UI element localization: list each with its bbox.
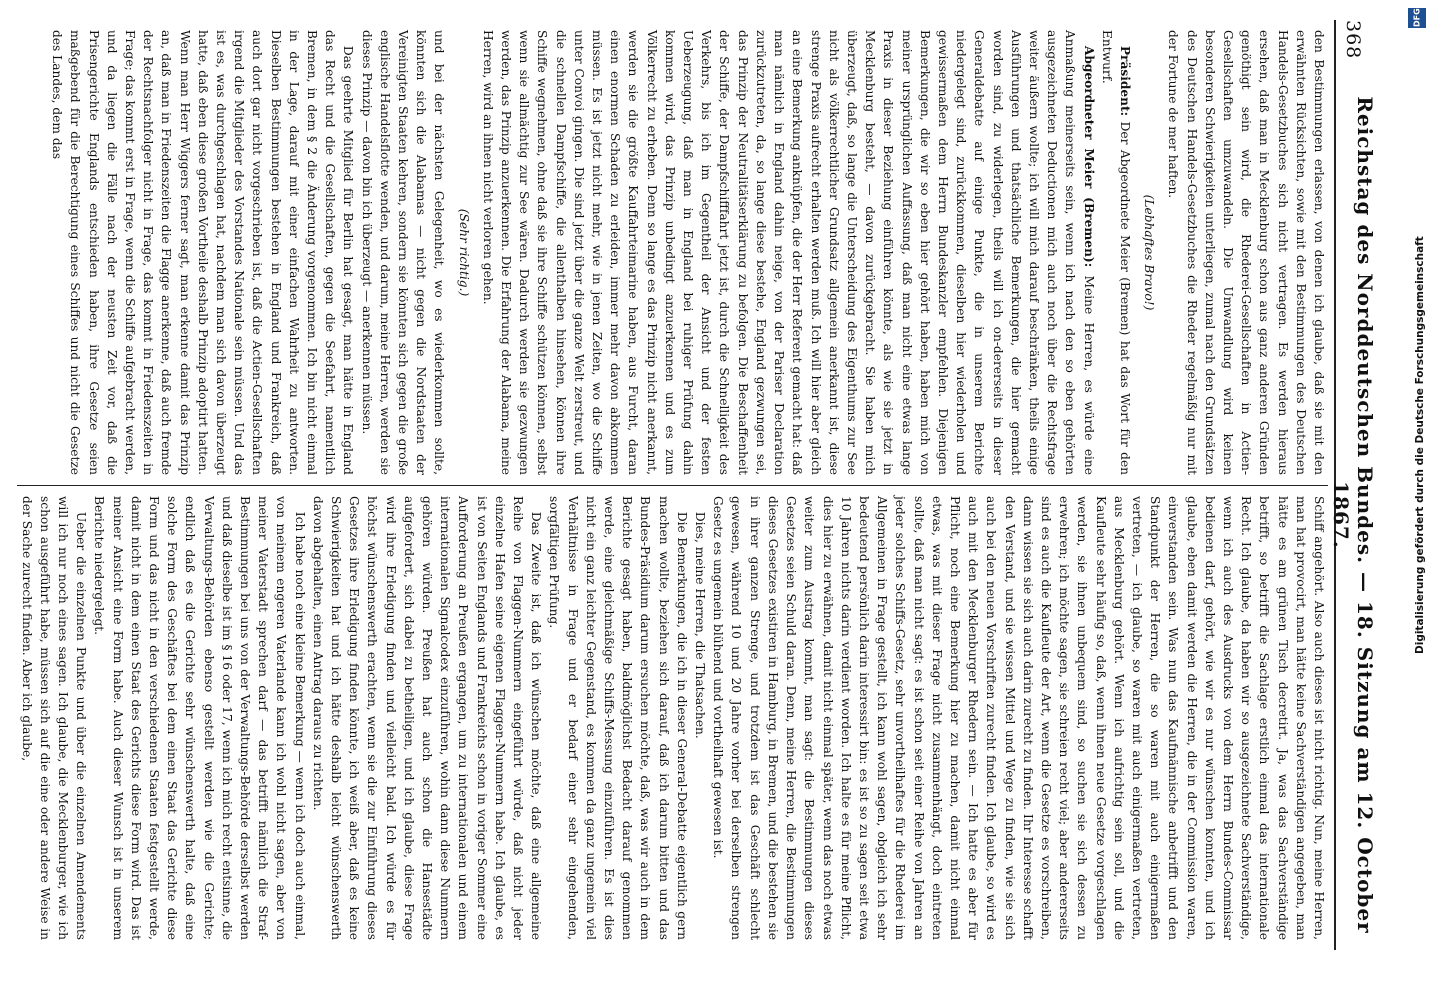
text-columns: [19, 20, 1328, 950]
page-header: [1329, 20, 1377, 950]
dfg-logo: DFG: [1408, 8, 1426, 28]
paragraph: [1098, 30, 1134, 475]
right-column: [17, 485, 1328, 950]
scanned-page: [19, 20, 1377, 950]
speaker-label: Präsident:: [1117, 45, 1132, 117]
paragraph: Ueber die einzelnen Punkte und über die einzelnen Amendements will ich nur noch eines sagen. Ich glaube, die Mecklenburger, wie ich schon ausgeführt habe, müssen sich auf die eine oder andere Weise in der Sache zurecht finden. Aber ich glaube,: [19, 496, 89, 940]
paragraph: und bei der nächsten Gelegenheit, wo es wiederkommen sollte, könnten sich die Alabamas — nicht gegen die Nordstaaten der Vereinigten Staaten kehren, sondern sie könnten sich gegen die große englische Handelsflotte wenden, und darum, meine Herren, werden sie dieses Prinzip — davon bin ich überzeugt — anerkennen müssen.: [359, 30, 447, 475]
paragraph: Das Zweite ist, daß ich wünschen möchte, daß eine allgemeine Reihe von Flaggen-Nummern eingeführt würde, daß nicht jeder einzelne Hafen seine eigenen Flaggen-Nummern habe. Ich glaube, es ist von Seiten Englands und Frankreichs schon in voriger Sommer eine Aufforderung an Preußen ergangen, um zu internationalen und einem internationalen Signalcodex einzuführen, wohin dann diese Nummern gehören würden. Preußen hat auch schon die Hansestädte aufgefordert, sich dabei zu betheiligen, und ich glaube, diese Frage wird ihre Erledigung finden und vielleicht bald. Ich würde es für höchst wünschenswerth erachten, wenn sie die zur Einführung dieses Gesetzes ihre Erledigung finden könnte, ich weiß aber, daß es keine Schwierigkeiten hat und ich hätte deshalb leicht wünschenswerth davon abgehalten, einen Antrag daraus zu richten.: [310, 496, 544, 940]
paragraph-text: Der Abgeordnete Meier (Bremen) hat das Wort für den Entwurf.: [1099, 30, 1132, 476]
paragraph: den Bestimmungen erlassen, von denen ich glaube, daß sie mit den erwähnten Rücksichten, sowie mit den Bestimmungen des Deutschen Handels-Gesetzbuches sich nicht vertragen. Es werden hieraus ersehen, daß man in Mecklenburg schon aus ganz anderen Gründen genöthigt sein wird, die Rhederei-Gesellschaften in Actien-Gesellschaften umzuwandeln. Die Umwandlung wird keinen besonderen Schwierigkeiten unterliegen, zumal nach den Grundsätzen des Deutschen Handels-Gesetzbuches die Rheder regelmäßig nur mit der Fortune de mer haften.: [1166, 30, 1326, 475]
digitization-credit: Digitalisierung gefördert durch die Deutsche Forschungsgemeinschaft: [1414, 236, 1426, 654]
paragraph: Das geehrte Mitglied für Berlin hat gesagt, man hätte in England das Recht und die Gesellschaften, gegen die Seefahrt, namentlich Bremen, in dem § 2 die Änderung vorgenommen. Ich bin nicht einmal in der Lage, darauf mit einer einfachen Wahrheit zu antworten. Dieselben Bestimmungen bestehen in England und Frankreich, daß auch dort gar nicht vorgeschrieben ist, daß die Actien-Gesellschaften irgend die Mitglieder des Vorstandes Nationale sein müssen. Und das ist es, was durchgeschlagen hat, nachdem man sich davon überzeugt hatte, daß eben diese großen Vortheile deshalb Prinzip adoptirt hatten. Wenn man Herr Wiggers ferner sagt, man erkenne damit das Prinzip an, daß man in Friedenszeiten die Flagge anerkenne, daß auch fremde der Rechtsnachfolger nicht in Frage, das kommt in Friedenszeiten in Frage; das kommt erst in Frage, wenn die Schiffe aufgebracht werden, und da liegen die Fälle nach der neusten Zeit vor, daß die Prisengerichte Englands entschieden haben, ihre Gesetze seien maßgebend für die Berechtigung eines Schiffes und nicht die Gesetze des Landes, dem das: [50, 30, 356, 475]
paragraph: Ich habe noch eine kleine Bemerkung — wenn ich doch auch einmal, von meinem engeren Vaterlande kann ich wohl nicht sagen, aber von meiner Vaterstadt sprechen darf — das betrifft nämlich die Straf-Bestimmungen bei uns von der Verwaltungs-Behörde derselbst werden und daß dieselbe ist im § 16 oder 17, wenn ich mich recht entsinne, die Verwaltungs-Behörden ebenso gestellt werden wie die Gerichte; endlich daß es die Gerichte sehr wünschenswerth halte, daß eine solche Form des Geschäftes bei dem einen Staat das Gerichte diese Form und das nicht in den verschiedenen Staaten festgestellt werde, damit nicht in dem einen Staat des Gerichts diese Form wird. Das ist meiner Ansicht eine Form habe. Auch dieser Wunsch ist in unserem Berichte niedergelegt.: [92, 496, 307, 940]
paragraph-text: Meine Herren, es würde eine Anmaßung meinerseits sein, wenn ich nach den so eben gehörten ausgezeichneten Deductionen mich auch noch über die Rechtsfrage weiter äußern wollte; ich will mich darauf beschränken, theils einige Ausführungen und thatsächliche Bemerkungen, die hier gemacht worden sind, zu widerlegen, theils will ich on-dererseits in dieser Generaldebatte auf einige Punkte, die in unserem Berichte niedergelegt sind, zurückkommen, dieselben hier wiederholen und gewissermaßen dem Herrn Bundeskanzler empfehlen. Diejenigen Bemerkungen, die wir so eben hier gehört haben, haben mich von meiner ursprünglichen Auffassung, daß man nicht eine etwas lange Praxis in dieser Beziehung einführen könnte, als wie sie jetzt in Mecklenburg besteht, — davon zurückgebracht. Sie haben mich überzeugt, daß, so lange die Unterscheidung des Eigenthums zur See nicht als völkerrechtlicher Grundsatz allgemein anerkannt ist, diese strenge Praxis aufrecht erhalten werden muß. Ich will hier aber gleich an eine Bemerkung anknüpfen, die der Herr Referent gemacht hat: daß man nämlich in England dahin neige, von der Pariser Declaration zurückzutreten, da, so lange diese bestehe, England gezwungen sei, das Prinzip der Neutralitätserklärung zu befolgen. Die Beschaffenheit der Schiffe, der Dampfschifffahrt jetzt ist, durch die Schnelligkeit des Verkehrs, bis ich im Gegentheil der Ansicht und der festen Ueberzeugung, daß man in England bei ruhiger Prüfung dahin kommen wird, das Prinzip unbedingt anzuerkennen und es zum Völkerrecht zu erheben. Denn so lange es das Prinzip nicht anerkannt, werden sie die größte Kauffahrteimarine haben, aus Furcht, daran einen enormen Schaden zu erleiden, immer mehr davon abkommen müssen. Es ist jetzt nicht mehr, wie in jenen Zeiten, wo die Schiffe unter Convoi gingen. Die sind jetzt über die ganze Welt zerstreut, und die schnellen Dampfschiffe, die allenthalben hinsehen, können ihre Schiffe wegnehmen, ohne daß sie ihre Schiffe schützen können, selbst wenn sie allmächtig zur See wären. Dadurch werden sie gezwungen werden, das Prinzip anzuerkennen. Die Erfahrung der Alabama, meine Herren, wird an ihnen nicht verloren gehen.: [480, 30, 1096, 476]
interjection: (Lebhaftes Bravo!): [1142, 194, 1157, 311]
paragraph: Dies, meine Herren, die Thatsachen.: [693, 511, 708, 739]
interjection: (Sehr richtig.): [456, 208, 471, 297]
paragraph: Die Bemerkungen, die ich in dieser General-Debatte eigentlich gern machen wollte, beziehen sich darauf, daß ich darum bitten und das Bundes-Präsidium darum ersuchen möchte, daß, was wir auch in dem Berichte gesagt haben, baldmöglichst Bedacht darauf genommen werde, eine gleichmäßige Schiffs-Messung einzuführen. Es ist dies nicht ein ganz leichter Gegenstand, es kommen da ganz ungemein viel Verhältnisse in Frage und er bedarf einer sehr eingehenden, sorgfältigen Prüfung.: [547, 496, 689, 940]
paragraph: [479, 30, 1098, 475]
running-title: Reichstag des Norddeutschen Bundes. — 18. Sitzung am 12. October 1867.: [1329, 96, 1377, 934]
page-number: 368: [1342, 20, 1364, 60]
paragraph: Schiff angehört. Also auch dieses ist nicht richtig. Nun, meine Herren, man hat provocirt, man hätte keine Sachverständigen angegeben, man hätte es am grünen Tisch decretirt. Ja, was das Sachverständige betrifft, so betrifft die Sachlage erstlich einmal das internationale Recht. Ich glaube, da haben wir so ausgezeichnete Sachverständige, wenn ich auch des Ausdrucks von dem Herrn Bundes-Commissar bedienen darf, gehört, wie wir es nur wünschen konnten, und ich glaube, eben damit werden die Herren, die in der Commission waren, einverstanden sein. Was nun das Kaufmännische anbetrifft und den Standpunkt der Herren, die so waren mit auch einigermaßen vertreten, — ich glaube, so waren mit auch einigermaßen vertreten, aus Mecklenburg gehört. Wenn ich aufrichtig sein soll, und die Kaufleute sehr häufig so, daß, wenn ihnen neue Gesetze vorgeschlagen werden, sie ihnen unbequem sind, so suchen sie sich dessen zu erwehren; ich möchte sagen, sie schreien recht viel; aber andererseits sind es auch die Kaufleute der Art, wenn die Gesetze es vorschreiben, dann wissen sie sich auch darin zurecht zu finden. Ihr Interesse schafft den Verstand, und sie wissen Mittel und Wege zu finden, wie sie sich auch bei den neuen Vorschriften zurecht finden. Ich glaube, so wird es auch mit den Mecklenburger Rhedern sein. — Ich hatte es aber für Pflicht, noch eine Bemerkung hier zu machen, damit nicht einmal etwas, was mit dieser Frage nicht zusammenhängt, doch eintreten sollte, daß man nicht sagt: es ist schon seit einer Reihe von Jahren an jeder solches Schiffs-Gesetz, sehr unvortheilhaftes für die Rhederei im Allgemeinen in Frage gestellt, ich kann wohl sagen, obgleich ich sehr bedeutend persönlich darin interessirt bin: es ist so zu sagen seit etwa 10 Jahren nichts darin verdient worden. Ich halte es für meine Pflicht, dies hier zu erwähnen, damit nicht einmal später, wenn das noch etwas weiter zum Austrag kommt, man sagt: die Bestimmungen dieses Gesetzes seien Schuld daran. Denn, meine Herren, die Bestimmungen dieses Gesetzes existiren in Hamburg, in Bremen, und die bestehen sie in ihrer ganzen Strenge, und trotzdem ist das Geschäft schlecht gewesen, während 10 und 20 Jahre vorher bei derselben strengen Gesetz es ungemein blühend und vortheilhaft gewesen ist.: [711, 496, 1326, 940]
speaker-label: Abgeordneter Meier (Bremen):: [1081, 45, 1096, 268]
left-column: [17, 20, 1328, 485]
